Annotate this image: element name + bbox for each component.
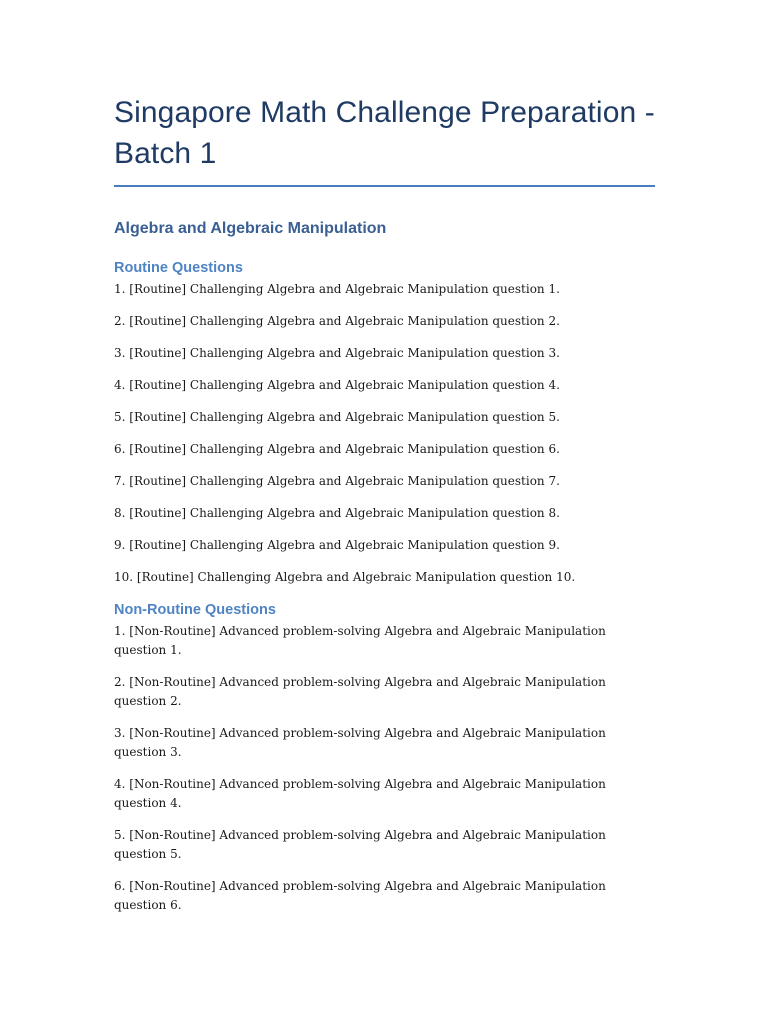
routine-question: 8. [Routine] Challenging Algebra and Algebraic Manipulation question 8. xyxy=(114,506,560,520)
routine-question: 2. [Routine] Challenging Algebra and Algebraic Manipulation question 2. xyxy=(114,314,560,328)
routine-question: 7. [Routine] Challenging Algebra and Algebraic Manipulation question 7. xyxy=(114,474,560,488)
non-routine-question: 3. [Non-Routine] Advanced problem-solving Algebra and Algebraic Manipulation question 3. xyxy=(114,726,606,759)
non-routine-question: 5. [Non-Routine] Advanced problem-solving Algebra and Algebraic Manipulation question 5. xyxy=(114,828,606,861)
non-routine-question: 1. [Non-Routine] Advanced problem-solving Algebra and Algebraic Manipulation question 1. xyxy=(114,624,606,657)
routine-question-list xyxy=(114,280,655,587)
non-routine-question: 6. [Non-Routine] Advanced problem-solving Algebra and Algebraic Manipulation question 6. xyxy=(114,879,606,912)
document-page xyxy=(114,92,655,928)
title-underline-rule xyxy=(114,185,655,187)
routine-question: 6. [Routine] Challenging Algebra and Algebraic Manipulation question 6. xyxy=(114,442,560,456)
routine-question: 9. [Routine] Challenging Algebra and Algebraic Manipulation question 9. xyxy=(114,538,560,552)
non-routine-questions-heading: Non-Routine Questions xyxy=(114,602,276,618)
non-routine-question: 4. [Non-Routine] Advanced problem-solving Algebra and Algebraic Manipulation question 4. xyxy=(114,777,606,810)
routine-question: 1. [Routine] Challenging Algebra and Algebraic Manipulation question 1. xyxy=(114,282,560,296)
routine-questions-heading: Routine Questions xyxy=(114,260,243,276)
routine-question: 10. [Routine] Challenging Algebra and Algebraic Manipulation question 10. xyxy=(114,570,576,584)
section-heading: Algebra and Algebraic Manipulation xyxy=(114,220,387,237)
non-routine-question: 2. [Non-Routine] Advanced problem-solving Algebra and Algebraic Manipulation question 2. xyxy=(114,675,606,708)
routine-question: 4. [Routine] Challenging Algebra and Algebraic Manipulation question 4. xyxy=(114,378,560,392)
routine-question: 3. [Routine] Challenging Algebra and Algebraic Manipulation question 3. xyxy=(114,346,560,360)
document-title: Singapore Math Challenge Preparation - Batch 1 xyxy=(114,96,655,170)
routine-question: 5. [Routine] Challenging Algebra and Algebraic Manipulation question 5. xyxy=(114,410,560,424)
non-routine-question-list xyxy=(114,622,655,915)
